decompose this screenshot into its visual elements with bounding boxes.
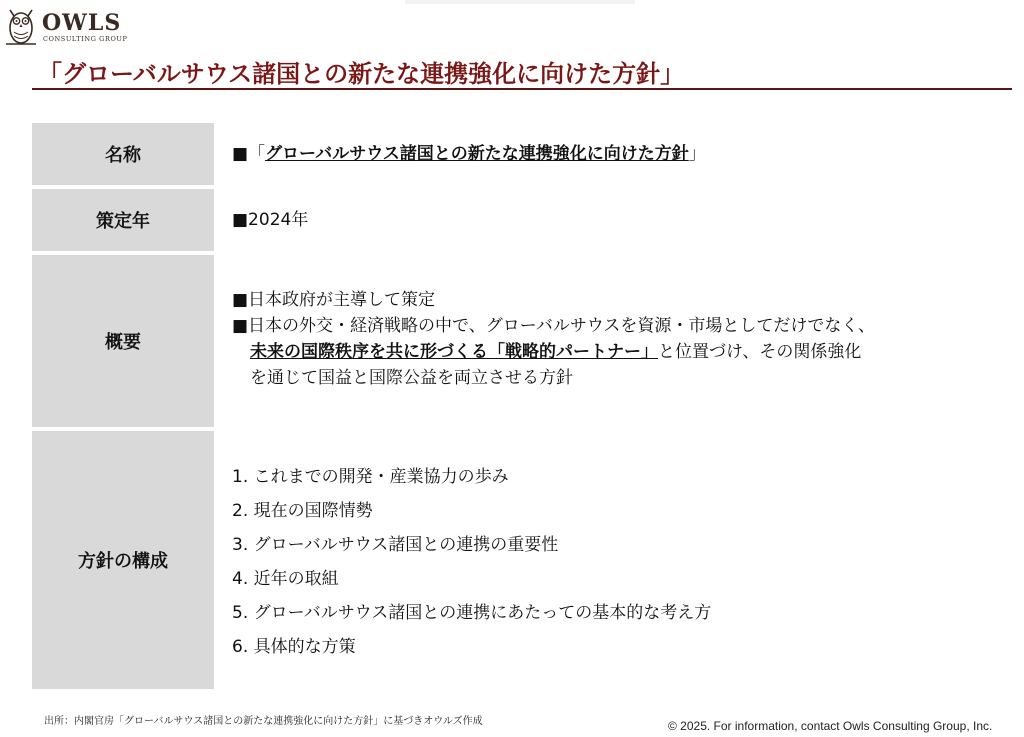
structure-item: 3. グローバルサウス諸国との連携の重要性 [232,535,559,555]
name-bullet: ■「 [232,144,266,164]
structure-item: 4. 近年の取組 [232,569,339,589]
row-content-structure [232,460,711,664]
policy-name: グローバルサウス諸国との新たな連携強化に向けた方針 [265,144,689,164]
source-note: 出所：内閣官房「グローバルサウス諸国との新たな連携強化に向けた方針」に基づきオウルズ作成 [44,716,483,727]
strategic-partner-phrase: 未来の国際秩序を共に形づくる「戦略的パートナー」 [250,342,658,362]
structure-item: 2. 現在の国際情勢 [232,501,373,521]
row-content-name [232,141,706,167]
summary-line-4: を通じて国益と国際公益を両立させる方針 [250,368,573,388]
structure-item: 6. 具体的な方策 [232,637,356,657]
row-label-structure: 方針の構成 [32,431,214,689]
logo-wordmark: OWLS [42,10,122,36]
row-label-name: 名称 [32,123,214,185]
summary-line-3-rest: と位置づけ、その関係強化 [658,342,862,362]
row-label-summary: 概要 [32,255,214,427]
row-content-year: ■2024年 [232,210,309,230]
name-close-bracket: 」 [688,144,706,164]
copyright-note: © 2025. For information, contact Owls Consulting Group, Inc. [668,719,993,733]
top-tab-strip [405,0,635,4]
summary-line-3 [232,339,875,365]
structure-item: 5. グローバルサウス諸国との連携にあたっての基本的な考え方 [232,603,712,623]
row-content-summary [232,287,875,391]
structure-item: 1. これまでの開発・産業協力の歩み [232,467,509,487]
summary-line-2: ■日本の外交・経済戦略の中で、グローバルサウスを資源・市場としてだけでなく、 [232,316,876,336]
owls-logo [2,4,142,48]
owl-icon [2,4,40,48]
title-divider [32,88,1012,90]
logo-subtitle: CONSULTING GROUP [43,35,128,43]
page-title: 「グローバルサウス諸国との新たな連携強化に向けた方針」 [38,60,685,88]
row-label-year: 策定年 [32,189,214,251]
summary-line-1: ■日本政府が主導して策定 [232,290,436,310]
